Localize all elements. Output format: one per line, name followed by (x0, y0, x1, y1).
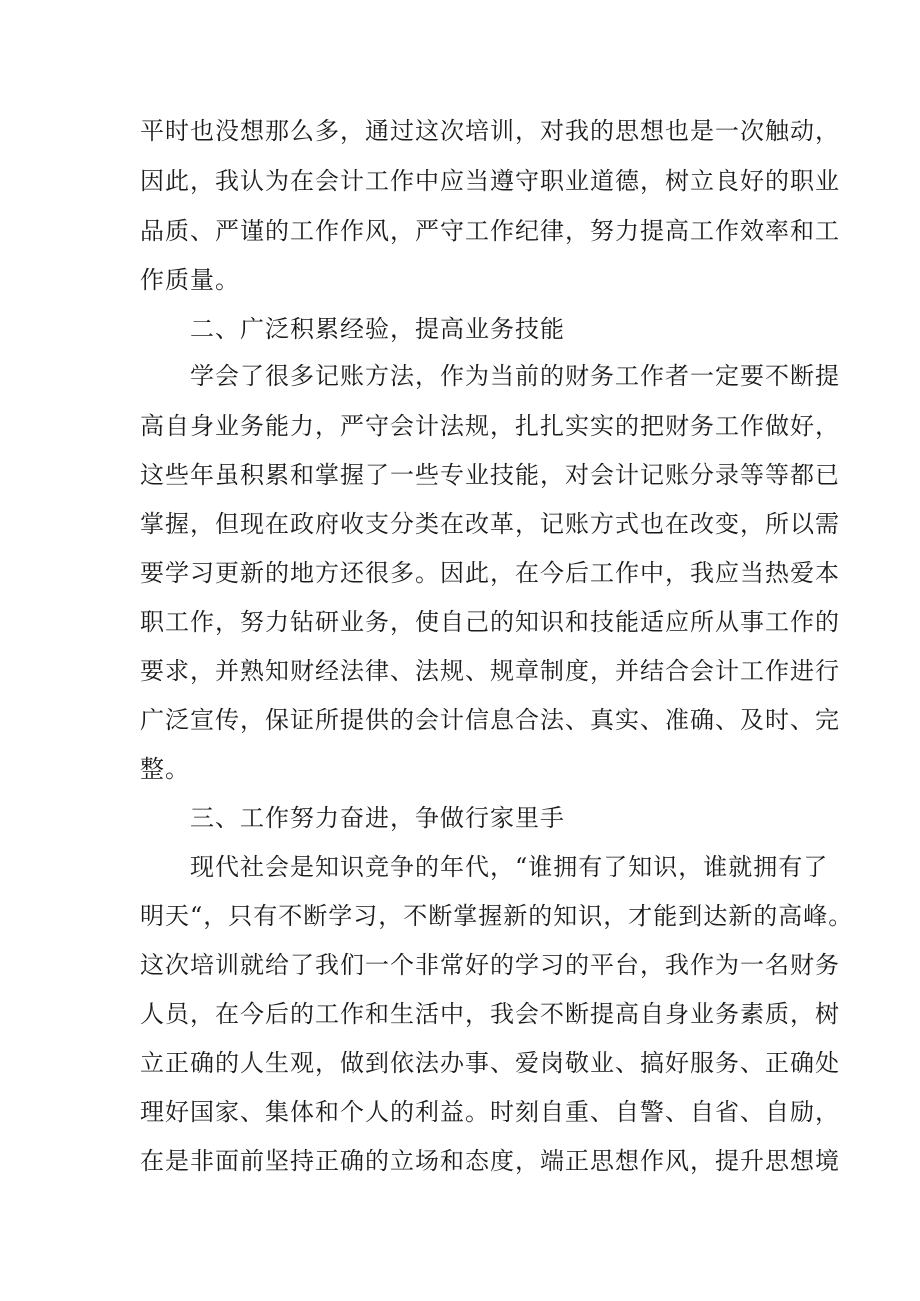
paragraph-line: 人员，在今后的工作和生活中，我会不断提高自身业务素质，树 (140, 1000, 840, 1028)
paragraph-line: 立正确的人生观，做到依法办事、爱岗敬业、搞好服务、正确处 (140, 1049, 840, 1077)
paragraph-line: 明天“，只有不断学习，不断掌握新的知识，才能到达新的高峰。 (140, 902, 854, 930)
paragraph-line: 因此，我认为在会计工作中应当遵守职业道德，树立良好的职业 (140, 167, 840, 195)
section-heading-2: 二、广泛积累经验，提高业务技能 (190, 315, 565, 343)
paragraph-line: 广泛宣传，保证所提供的会计信息合法、真实、准确、及时、完 (140, 706, 840, 734)
paragraph-line: 高自身业务能力，严守会计法规，扎扎实实的把财务工作做好， (140, 412, 840, 440)
paragraph-line: 平时也没想那么多，通过这次培训，对我的思想也是一次触动， (140, 117, 840, 145)
paragraph-line: 作质量。 (140, 266, 240, 294)
paragraph-line: 要学习更新的地方还很多。因此，在今后工作中，我应当热爱本 (140, 559, 840, 587)
paragraph-line: 职工作，努力钻研业务，使自己的知识和技能适应所从事工作的 (140, 608, 840, 636)
paragraph-line: 学会了很多记账方法，作为当前的财务工作者一定要不断提 (190, 362, 840, 390)
paragraph-line: 现代社会是知识竞争的年代，“谁拥有了知识，谁就拥有了 (190, 853, 829, 881)
paragraph-line: 理好国家、集体和个人的利益。时刻自重、自警、自省、自励， (140, 1098, 840, 1126)
paragraph-line: 在是非面前坚持正确的立场和态度，端正思想作风，提升思想境 (140, 1147, 840, 1175)
paragraph-line: 要求，并熟知财经法律、法规、规章制度，并结合会计工作进行 (140, 657, 840, 685)
paragraph-line: 这次培训就给了我们一个非常好的学习的平台，我作为一名财务 (140, 951, 840, 979)
paragraph-line: 掌握，但现在政府收支分类在改革，记账方式也在改变，所以需 (140, 510, 840, 538)
section-heading-3: 三、工作努力奋进，争做行家里手 (190, 804, 565, 832)
paragraph-line: 品质、严谨的工作作风，严守工作纪律，努力提高工作效率和工 (140, 217, 840, 245)
paragraph-line: 整。 (140, 755, 190, 783)
paragraph-line: 这些年虽积累和掌握了一些专业技能，对会计记账分录等等都已 (140, 461, 840, 489)
